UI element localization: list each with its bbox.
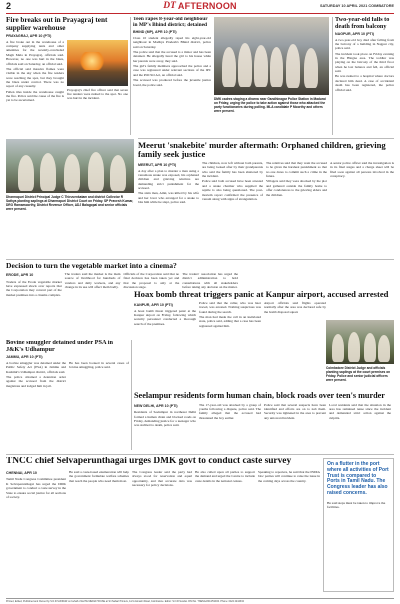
paragraph: Traders of the Erode vegetable market have expressed shock over reports that the Corporation may convert part of the market premises into a cinema complex. (6, 279, 62, 297)
paragraph: The relatives said that they want the accused to be given the harshest punishment so that no one dares to commit such a crime in the future. (266, 161, 327, 179)
headline: Hoax bomb threat triggers panic at Kanpur airport, accused arrested (134, 290, 389, 299)
story-column (132, 470, 192, 500)
paragraph: A senior police officer said the investigation is in its final stages and a charge sheet will be filed soon against all persons involved in the conspiracy. (330, 161, 394, 179)
column-divider (332, 17, 333, 135)
dateline: JAMMU, APR 10 (PTI) (6, 354, 43, 359)
paragraph: Fallen tiles inside the warehouse caught the fire. Police said the cause of the fire is yet to be ascertained. (6, 89, 64, 103)
paragraph: A bovine smuggler was detained under the Public Safety Act (PSA) in Jammu and Kashmir's Udhampur district, officials said. (6, 360, 66, 374)
story-teen-rape (133, 17, 211, 135)
dateline: ERODE, APR 10 (6, 273, 34, 278)
dateline: PRAYAGRAJ, APR 10 (PTI) (6, 33, 52, 38)
sidebar-box (323, 458, 394, 592)
story-column (69, 470, 129, 500)
paragraph: The traders said the market is the main source of livelihood for hundreds of vendors and daily workers, and any change in its use will affect them badly. (64, 271, 121, 290)
paragraph: A hoax bomb threat triggered panic at the Kanpur airport on Friday, following which security personnel conducted a thorough search of the premises. (134, 308, 196, 326)
story-toddler (335, 17, 394, 135)
paragraph: Class 10 student allegedly raped his eight-year-old neighbour in Madhya Pradesh's Bhind district, police said on Saturday. (133, 35, 211, 49)
headline: TNCC chief Selvaperunthagai urges DMK govt to conduct caste survey (6, 457, 292, 466)
paragraph: The official said massive flames were visible in the sky when the fire tenders were reaching the spot, but they brought the blaze under control. There was no report of any casualty. (6, 66, 64, 89)
brand-afternoon: AFTERNOON (177, 0, 237, 11)
saplings-photo (326, 320, 394, 364)
imprint-footer: Printed, Edited, Published and Owned by S.N.R.SUNDAR on behalf of ELITE MEDIA HOUSE at Sri Sabari Printers, 1/21 Avinashi Road, Coimbatore. Editor: S.N.R.Sundar. RNI No. TNENG/2013/51934. Phone: 0422 2244332 (6, 598, 394, 603)
story-body (6, 40, 64, 104)
saplings-caption: Coimbatore District Judge and officials planting saplings at the court premises on Friday. Police and senior judicial officers were present. (326, 366, 391, 382)
brand-logo (163, 0, 236, 12)
story-column (266, 161, 327, 205)
story-meerut (138, 141, 394, 257)
paragraph: The Congress leader said the party had always stood for reservation and equal opportunity, and that accurate data was necessary for policy decisions. (132, 469, 192, 487)
sidebar-text: On a flutter in the port where all activities of Port Trust is compared to Ports in Tamil Nadu. The Congress leader has also raised concerns. (327, 461, 389, 496)
story-column (202, 161, 263, 205)
paragraph: He also called upon all parties to support the demand and urged the Centre to include caste details in the national census. (195, 469, 255, 483)
sidebar-note: He said steps must be taken to improve the facilities. (327, 500, 386, 509)
story-fire (6, 17, 128, 137)
paragraph: The slain man, Amit, was killed by his wife and her lover who arranged for a snake to bite him while he slept, police said. (138, 191, 199, 205)
paragraph: Airport officials said flights operated normally after the area was declared safe by the bomb disposal squad. (264, 301, 326, 314)
story-column (258, 470, 320, 500)
paragraph: The accused was produced before the juvenile justice board, the police said. (133, 78, 211, 87)
story-column (195, 470, 255, 500)
section-divider (138, 138, 394, 139)
dateline: MEERUT, APR 10 (PTI) (138, 162, 177, 167)
paragraph: The 17-year-old was attacked by a group of youths following a dispute, police said. The family alleged that the accused had threatened the boy earlier. (199, 402, 261, 420)
section-divider (6, 454, 394, 455)
paragraph: He said a caste-based enumeration will help the government formulate welfare schemes that reach the people who need them most. (69, 469, 129, 483)
story-column (329, 403, 391, 429)
paragraph: The man had made the call in an inebriated state, police said, adding that a case has been registered against him. (199, 315, 261, 328)
section-divider (6, 259, 394, 260)
headline: Two-year-old falls to death from balcony (335, 17, 390, 30)
headline: Teen rapes 8-year-old neighbour in MP's Bhind district; detained (133, 17, 208, 28)
story-column (264, 301, 326, 329)
story-column (6, 361, 66, 389)
paragraph: Officials of the Corporation said that no final decision has been taken yet and that the proposal is only at the discussion stage. (123, 271, 180, 290)
column-divider (131, 340, 132, 450)
page-number: 2 (6, 0, 12, 11)
dharna-caption: DMK cadres staging a dharna near Gandhinagar Police Station in Madurai on Friday, urging the police to take action against those who attacked the party functionaries during polling. MLA candidate P Moorthy and others were present. (214, 97, 326, 113)
paragraph: Police said that the caller, who was later traced, was arrested. Nothing suspicious was found during the search. (199, 301, 261, 314)
story-bovine-smuggler (6, 340, 130, 450)
paragraph: A day after a plan to murder a man using a venomous snake was exposed, his orphaned children and grieving relatives are demanding strict punishment for the accused. (138, 168, 199, 191)
dharna-photo (214, 17, 329, 95)
masthead (6, 0, 394, 14)
column-divider (130, 17, 131, 135)
story-column (134, 403, 196, 429)
issue-date: SATURDAY 10 APRIL 2021 COIMBATORE (319, 4, 394, 9)
paragraph: The police obtained a detention order against the accused from the district magistrate and lodged him in jail. (6, 374, 66, 388)
brand-dt: DT (163, 1, 176, 12)
story-column (6, 272, 62, 298)
paragraph: He was rushed to a hospital where doctors declared him dead. A case of accidental death has been registered, the police official said. (335, 74, 394, 92)
story-column (69, 361, 129, 389)
paragraph: Speaking to reporters, he said that the INDIA bloc parties will continue to raise the issue in the coming days across the country. (258, 469, 320, 483)
dateline: NEW DELHI, APR 10 (PTI) (134, 404, 178, 409)
headline: Decision to turn the vegetable market into a cinema? (6, 262, 177, 270)
headline: Meerut 'snakebite' murder aftermath: Orphaned children, grieving family seek justice (138, 141, 386, 160)
paragraph: The incident took place on Friday evening in the Hingna area. The toddler was playing on the balcony of the third floor when he lost balance and fell, an official said. (335, 51, 394, 74)
court-caption: Dharmapuri District Principal Judge C Thiruvenkatam and district Collector R Sathya planting saplings at Dharmapuri District Court on Friday. SP Pravesh Kumar, DRO Ramamoorthy, District Revenue Officer, ADJ Balagopal and senior officials were present. (6, 195, 134, 211)
story-column (330, 161, 394, 205)
court-photo (6, 139, 134, 193)
story-column (138, 161, 199, 205)
story-column (199, 403, 261, 429)
story-column (65, 272, 121, 298)
dateline: BHIND (MP), APR 10 (PTI) (133, 29, 177, 34)
dateline: NAGPUR, APR 10 (PTI) (335, 31, 375, 36)
story-column (199, 301, 261, 329)
story-seelampur (134, 392, 394, 452)
paragraph: Police said both accused have been arrested and a snake charmer who supplied the reptile is also being questioned. The post-mortem report confirmed the presence of venom along with signs of strangulation. (202, 179, 263, 201)
headline: Bovine smuggler detained under PSA in J&K's Udhampur (6, 340, 114, 353)
headline: Fire breaks out in Prayagraj tent supplier warehouse (6, 16, 108, 32)
paragraph: The girl's family members approached the police and a case was registered under relevant sections of the IPC and the POCSO Act, an official said. (133, 64, 211, 77)
dateline: CHENNAI, APR 10 (6, 471, 37, 476)
paragraph: Local residents said that the situation in the area has remained tense since the incident and demanded strict action against the culprits. (329, 402, 391, 420)
story-column (6, 470, 66, 500)
photo-caption: Prayagraj's chief fire officer said that seven fire tenders were rushed to the spot. No one was hurt in the incident. (67, 87, 128, 101)
paragraph: Tamil Nadu Congress Committee president K Selvaperunthagai has urged the DMK government to conduct a caste survey in the State to ensure social justice for all sections of society. (6, 477, 66, 499)
fire-photo (67, 40, 128, 86)
story-tncc (6, 457, 320, 595)
paragraph: A fire broke out in the warehouse of a company supplying tents and other amenities for the recently-concluded Magh Mela in Prayagraj, officials said. However, no one was hurt in the blaze, officials said on Saturday, an official said. (6, 39, 64, 66)
paragraph: A two-year-old boy died after falling from the balcony of a building in Nagpur city, police said. (335, 37, 394, 51)
story-column (134, 301, 196, 329)
paragraph: Residents of Seelampur in northeast Delhi formed a human chain and blocked roads on Friday, demanding justice for a teenager who was stabbed to death, police said. (134, 410, 196, 428)
headline: Seelampur residents form human chain, block roads over teen's murder (134, 392, 385, 400)
paragraph: He has been booked in several cases of bovine smuggling, police said. (69, 360, 129, 370)
paragraph: The traders' association has urged the district administration to hold consultations with all stakeholders before taking any decision on the matter. (182, 271, 238, 290)
paragraph: Villagers said they were shocked by the plot and gathered outside the family home to offer condolences to the grieving elders and the children. (266, 179, 327, 197)
paragraph: The police said that the accused is a minor and has been detained. He allegedly lured the girl to his house while her parents were away, they said. (133, 50, 211, 63)
story-column (264, 403, 326, 429)
paragraph: The children, now left without both parents, are being looked after by their grandparents who said the family has been shattered by the incident. (202, 161, 263, 179)
dateline: KANPUR, APR 10 (PTI) (134, 302, 173, 307)
paragraph: Police said that several suspects have been identified and efforts are on to nab them. Security was tightened in the area to prevent any untoward incident. (264, 402, 326, 420)
